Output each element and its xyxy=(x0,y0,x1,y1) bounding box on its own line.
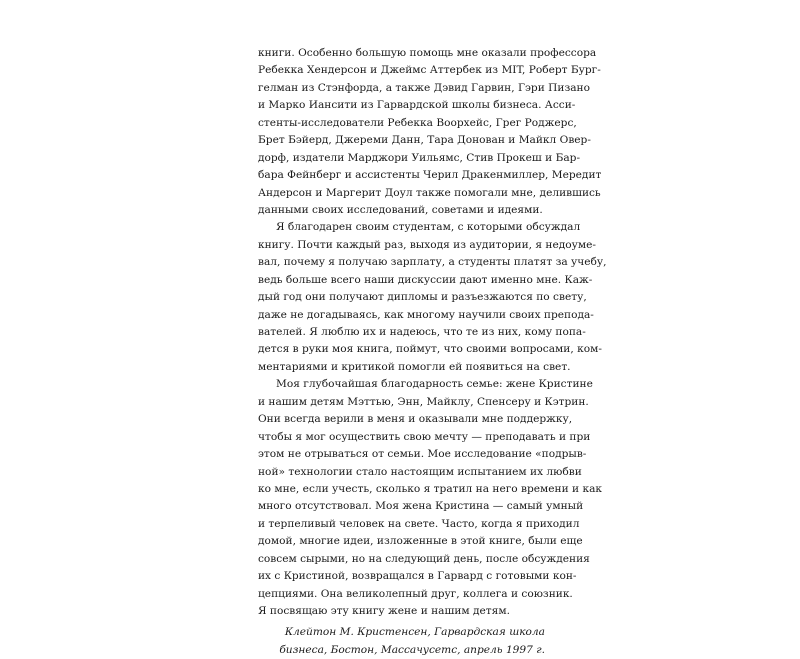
text-line: вал, почему я получаю зарплату, а студенты платят за учебу, xyxy=(258,256,607,269)
text-line: гелман из Стэнфорда, а также Дэвид Гарвин, Гэри Пизано xyxy=(258,81,590,94)
signature-line-2: бизнеса, Бостон, Массачусетс, апрель 1997 г. xyxy=(279,643,545,656)
text-line: стенты-исследователи Ребекка Воорхейс, Грег Роджерс, xyxy=(258,116,577,129)
paragraph xyxy=(258,376,603,620)
text-line: ко мне, если учесть, сколько я тратил на него времени и как xyxy=(258,482,603,495)
text-line: Брет Бэйерд, Джереми Данн, Тара Донован и Майкл Овер- xyxy=(258,134,591,147)
text-line: ведь больше всего наши дискуссии дают именно мне. Каж- xyxy=(258,273,593,286)
text-line: книгу. Почти каждый раз, выходя из аудитории, я недоуме- xyxy=(258,238,596,251)
text-line: Они всегда верили в меня и оказывали мне поддержку, xyxy=(258,413,573,426)
text-line: дется в руки моя книга, поймут, что своими вопросами, ком- xyxy=(258,343,602,356)
text-line: совсем сырыми, но на следующий день, после обсуждения xyxy=(258,552,590,565)
text-line: их с Кристиной, возвращался в Гарвард с готовыми кон- xyxy=(258,570,577,583)
paragraph xyxy=(258,45,602,219)
paragraph xyxy=(258,219,607,376)
text-line: дорф, издатели Марджори Уильямс, Стив Прокеш и Бар- xyxy=(258,151,581,164)
text-line: домой, многие идеи, изложенные в этой книге, были еще xyxy=(258,535,583,548)
text-line: книги. Особенно большую помощь мне оказали профессора xyxy=(258,47,597,59)
signature-line-1: Клейтон М. Кристенсен, Гарвардская школа xyxy=(284,626,545,639)
acknowledgements-text xyxy=(258,45,607,659)
text-line: чтобы я мог осуществить свою мечту — преподавать и при xyxy=(258,430,591,443)
text-line: Я посвящаю эту книгу жене и нашим детям. xyxy=(258,605,510,617)
text-line: бара Фейнберг и ассистенты Черил Дракенмиллер, Мередит xyxy=(258,169,602,182)
text-line: ной» технологии стало настоящим испытанием их любви xyxy=(258,465,582,478)
text-line: ментариями и критикой помогли ей появиться на свет. xyxy=(258,360,571,373)
text-line: и Марко Иансити из Гарвардской школы бизнеса. Асси- xyxy=(258,99,576,112)
text-line: и терпеливый человек на свете. Часто, когда я приходил xyxy=(258,517,580,530)
paragraph-container xyxy=(258,45,607,620)
text-line: Я благодарен своим студентам, с которыми обсуждал xyxy=(276,221,581,234)
text-line: вателей. Я люблю их и надеюсь, что те из них, кому попа- xyxy=(258,326,586,338)
text-line: Андерсон и Маргерит Доул также помогали мне, делившись xyxy=(258,186,601,199)
text-line: даже не догадываясь, как многому научили своих препода- xyxy=(258,308,594,321)
text-line: Ребекка Хендерсон и Джеймс Аттербек из MIT, Роберт Бург- xyxy=(258,64,601,77)
text-line: этом не отрываться от семьи. Мое исследование «подрыв- xyxy=(258,448,587,461)
text-line: и нашим детям Мэттью, Энн, Майклу, Спенсеру и Кэтрин. xyxy=(258,395,589,408)
text-line: цепциями. Она великолепный друг, коллега и союзник. xyxy=(258,587,573,600)
text-line: данными своих исследований, советами и идеями. xyxy=(258,203,543,216)
text-line: много отсутствовал. Моя жена Кристина — самый умный xyxy=(258,500,584,513)
text-line: Моя глубочайшая благодарность семье: жене Кристине xyxy=(276,378,593,391)
text-line: дый год они получают дипломы и разъезжаются по свету, xyxy=(258,291,587,304)
